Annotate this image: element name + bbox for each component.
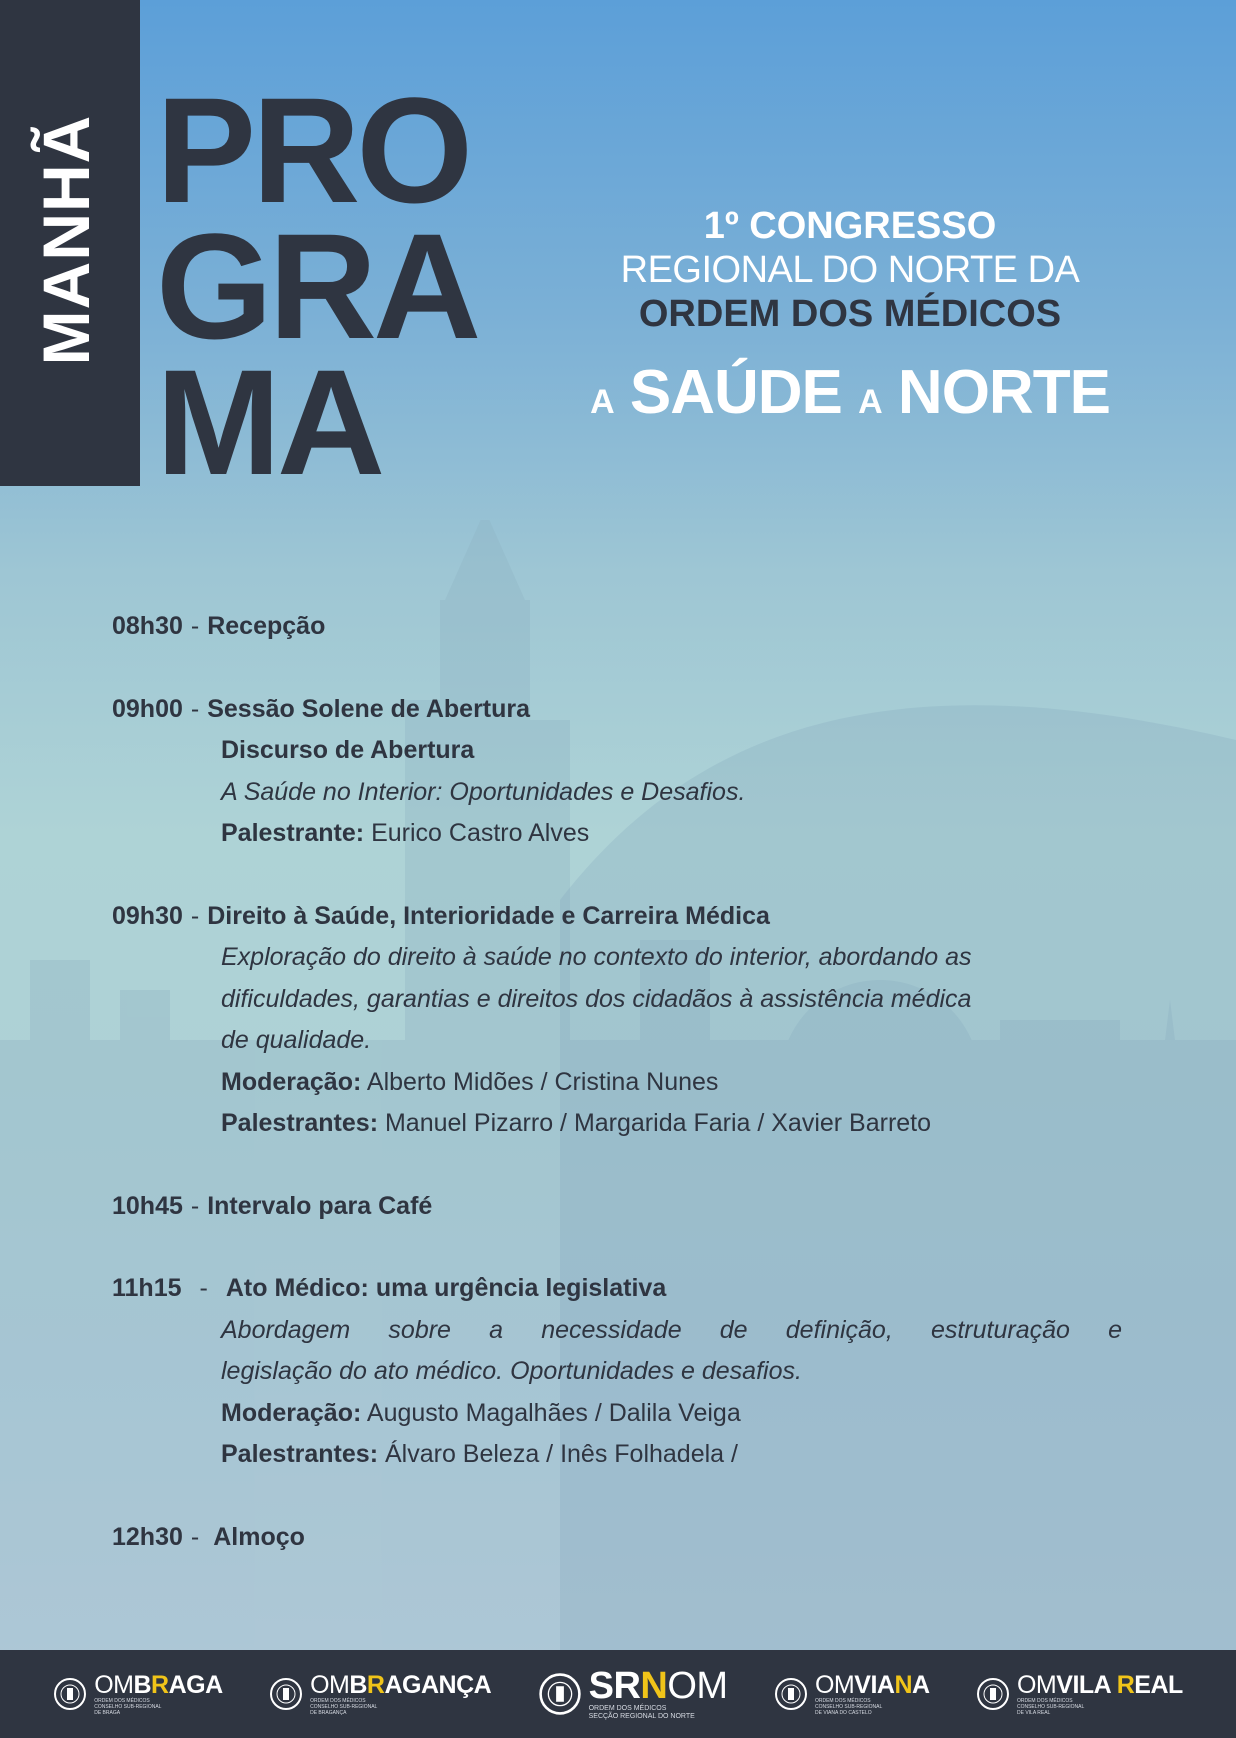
congress-edition: 1º CONGRESSO bbox=[703, 205, 997, 247]
logo-subtitle: SECÇÃO REGIONAL DO NORTE bbox=[588, 1713, 695, 1720]
slogan-word: NORTE bbox=[897, 358, 1110, 427]
item-title: Ato Médico: uma urgência legislativa bbox=[225, 1274, 667, 1302]
item-description-line: dificuldades, garantias e direitos dos cidadãos à assistência médica bbox=[221, 984, 972, 1013]
seal-icon bbox=[774, 1677, 808, 1711]
item-time: 10h45 bbox=[112, 1191, 183, 1220]
logo-prefix: OM bbox=[814, 1671, 855, 1699]
speakers-names: Álvaro Beleza / Inês Folhadela / bbox=[384, 1440, 738, 1468]
item-separator: - bbox=[190, 612, 200, 640]
item-speakers bbox=[112, 1103, 1122, 1145]
schedule-item bbox=[112, 1186, 1122, 1228]
item-subtitle: Discurso de Abertura bbox=[221, 736, 475, 764]
program-title-line: GRA bbox=[156, 202, 478, 370]
logo-subtitle: ORDEM DOS MÉDICOS bbox=[1016, 1698, 1073, 1704]
logo-city: VIA bbox=[854, 1671, 895, 1699]
speakers-label: Palestrantes: bbox=[221, 1440, 379, 1468]
logo-city: AGA bbox=[168, 1671, 223, 1699]
logo-subtitle: CONSELHO SUB-REGIONAL bbox=[310, 1704, 378, 1710]
item-time: 08h30 bbox=[112, 612, 183, 640]
schedule-item bbox=[112, 1517, 1122, 1559]
logo-city-accent: R bbox=[151, 1671, 169, 1699]
logo-city: EAL bbox=[1134, 1671, 1183, 1699]
seal-icon bbox=[976, 1677, 1010, 1711]
congress-header bbox=[540, 204, 1160, 437]
item-separator: - bbox=[190, 1191, 200, 1220]
logo-om-viana bbox=[774, 1672, 930, 1716]
item-description-line: Abordagem sobre a necessidade de definição, estruturação e bbox=[221, 1315, 1122, 1344]
slogan bbox=[540, 358, 1160, 437]
sponsor-footer bbox=[0, 1650, 1236, 1738]
logo-subtitle: ORDEM DOS MÉDICOS bbox=[588, 1705, 667, 1712]
speakers-names: Eurico Castro Alves bbox=[371, 819, 590, 847]
logo-subtitle: DE VILA REAL bbox=[1016, 1710, 1051, 1716]
moderation-names: Alberto Midões / Cristina Nunes bbox=[366, 1067, 719, 1096]
logo-city: B bbox=[349, 1671, 367, 1699]
congress-organization: ORDEM DOS MÉDICOS bbox=[638, 293, 1062, 335]
schedule-item bbox=[112, 606, 1122, 648]
logo-om-braga bbox=[53, 1672, 222, 1716]
logo-city: OM bbox=[667, 1665, 728, 1707]
seal-icon bbox=[538, 1672, 582, 1716]
logo-subtitle: ORDEM DOS MÉDICOS bbox=[814, 1698, 871, 1704]
seal-icon bbox=[53, 1677, 87, 1711]
item-title: Sessão Solene de Abertura bbox=[207, 694, 531, 723]
logo-om-vila-real bbox=[976, 1672, 1183, 1716]
logo-subtitle: DE VIANA DO CASTELO bbox=[814, 1710, 872, 1716]
logo-prefix: OM bbox=[94, 1671, 134, 1699]
program-title-line: MA bbox=[156, 338, 382, 506]
logo-subtitle: CONSELHO SUB-REGIONAL bbox=[94, 1704, 162, 1710]
slogan-article: A bbox=[858, 383, 882, 421]
logo-city: B bbox=[133, 1671, 152, 1699]
program-title bbox=[156, 66, 478, 506]
speakers-label: Palestrantes: bbox=[221, 1109, 379, 1137]
item-moderation bbox=[112, 1062, 1122, 1104]
item-title: Intervalo para Café bbox=[207, 1191, 433, 1220]
slogan-article: A bbox=[590, 383, 614, 421]
logo-city: AGANÇA bbox=[384, 1671, 492, 1699]
congress-region: REGIONAL DO NORTE DA bbox=[620, 249, 1080, 291]
logo-subtitle: DE BRAGANÇA bbox=[310, 1710, 347, 1716]
program-title-line: PRO bbox=[156, 66, 470, 234]
moderation-label: Moderação: bbox=[221, 1067, 362, 1096]
item-separator: - bbox=[190, 1522, 200, 1551]
item-separator: - bbox=[190, 694, 200, 723]
logo-subtitle: CONSELHO SUB-REGIONAL bbox=[1016, 1704, 1085, 1710]
moderation-names: Augusto Magalhães / Dalila Veiga bbox=[366, 1398, 741, 1427]
logo-city: A bbox=[912, 1671, 930, 1699]
logo-prefix: SR bbox=[588, 1665, 641, 1707]
logo-prefix: OM bbox=[310, 1671, 350, 1699]
item-separator: - bbox=[190, 901, 200, 930]
item-description-line: Exploração do direito à saúde no contexto do interior, abordando as bbox=[221, 943, 972, 971]
item-speakers bbox=[112, 1434, 1122, 1476]
logo-city: VILA bbox=[1056, 1671, 1117, 1699]
program-schedule bbox=[112, 606, 1122, 1599]
logo-subtitle: ORDEM DOS MÉDICOS bbox=[94, 1698, 150, 1704]
item-time: 09h00 bbox=[112, 694, 183, 723]
item-time: 11h15 bbox=[112, 1274, 182, 1302]
logo-city-accent: N bbox=[640, 1665, 668, 1707]
logo-city-accent: R bbox=[1116, 1671, 1135, 1699]
moderation-label: Moderação: bbox=[221, 1398, 362, 1427]
speakers-label: Palestrante: bbox=[221, 819, 365, 847]
logo-srnom bbox=[538, 1667, 728, 1721]
item-description: A Saúde no Interior: Oportunidades e Desafios. bbox=[221, 777, 746, 806]
schedule-item bbox=[112, 1268, 1122, 1476]
item-separator: - bbox=[199, 1274, 208, 1302]
schedule-item bbox=[112, 896, 1122, 1145]
item-title: Almoço bbox=[213, 1522, 305, 1551]
logo-subtitle: ORDEM DOS MÉDICOS bbox=[310, 1698, 366, 1704]
logo-subtitle: DE BRAGA bbox=[94, 1710, 121, 1716]
item-time: 09h30 bbox=[112, 901, 183, 930]
period-label: MANHÃ bbox=[29, 114, 103, 366]
slogan-word: SAÚDE bbox=[629, 358, 842, 427]
logo-prefix: OM bbox=[1016, 1671, 1057, 1699]
schedule-item bbox=[112, 689, 1122, 855]
item-title: Direito à Saúde, Interioridade e Carreira Médica bbox=[207, 901, 770, 930]
item-title: Recepção bbox=[207, 612, 326, 640]
item-speakers bbox=[112, 813, 1122, 855]
logo-om-braganca bbox=[269, 1672, 491, 1716]
item-time: 12h30 bbox=[112, 1522, 183, 1551]
item-description-line: de qualidade. bbox=[221, 1026, 372, 1054]
speakers-names: Manuel Pizarro / Margarida Faria / Xavier Barreto bbox=[384, 1109, 932, 1137]
item-moderation bbox=[112, 1393, 1122, 1435]
logo-city-accent: N bbox=[894, 1671, 913, 1699]
seal-icon bbox=[269, 1677, 303, 1711]
logo-city-accent: R bbox=[366, 1671, 385, 1699]
item-description-line: legislação do ato médico. Oportunidades e desafios. bbox=[221, 1357, 802, 1385]
logo-subtitle: CONSELHO SUB-REGIONAL bbox=[814, 1704, 883, 1710]
